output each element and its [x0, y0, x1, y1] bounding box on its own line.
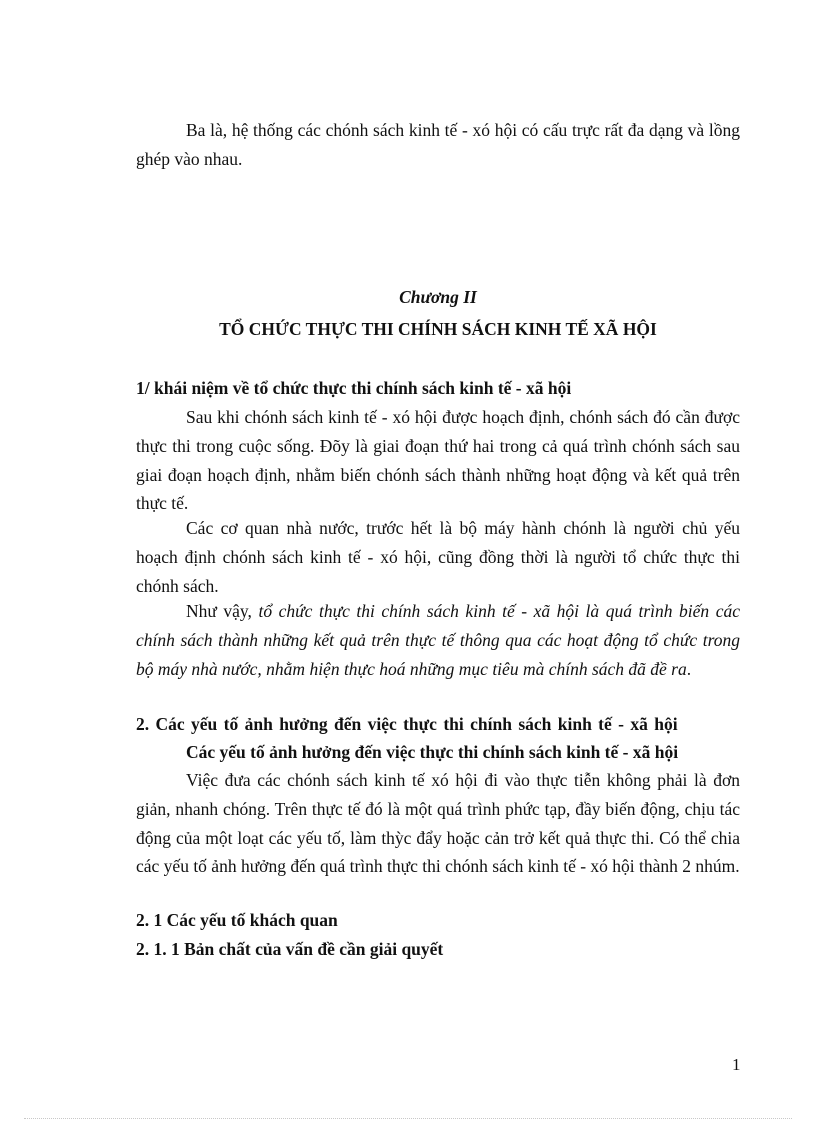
- heading-2-1: 2. 1 Các yếu tố khách quan: [136, 910, 338, 930]
- section2-subheading: Các yếu tố ảnh hưởng đến việc thực thi chính sách kinh tế - xã hội: [186, 742, 679, 762]
- page-bottom-divider: [24, 1118, 792, 1119]
- definition-end: .: [686, 658, 692, 679]
- section1-paragraph-2: Các cơ quan nhà nước, trước hết là bộ máy hành chónh là người chủ yếu hoạch định chónh sách kinh tế - xó hội, cũng đồng thời là người tổ chức thực thi chónh sách.: [136, 518, 740, 596]
- definition-italic: tổ chức thực thi chính sách kinh tế - xã hội là quá trình biến các chính sách thành những kết quả trên thực tế thông qua các hoạt động tổ chức trong bộ máy nhà nước, nhằm hiện thực hoá những mục tiêu mà chính sách đã đề ra: [136, 601, 740, 679]
- chapter-label: Chương II: [399, 287, 477, 307]
- chapter-title: TỔ CHỨC THỰC THI CHÍNH SÁCH KINH TẾ XÃ HỘI: [219, 319, 657, 339]
- section1-paragraph-3: [136, 597, 740, 683]
- section2-paragraph-1: Việc đưa các chónh sách kinh tế xó hội đi vào thực tiễn không phải là đơn giản, nhanh chóng. Trên thực tế đó là một quá trình phức tạp, đầy biến động, chịu tác động của một loạt các yếu tố, làm thỳc đẩy hoặc cản trở kết quả thực thi. Có thể chia các yếu tố ảnh hưởng đến quá trình thực thi chónh sách kinh tế - xó hội thành 2 nhúm.: [136, 770, 740, 877]
- intro-paragraph: Ba là, hệ thống các chónh sách kinh tế - xó hội có cấu trực rất đa dạng và lồng ghép vào nhau.: [136, 120, 740, 169]
- page-number: 1: [732, 1055, 741, 1074]
- definition-lead: Như vậy,: [186, 601, 259, 621]
- section2-heading: 2. Các yếu tố ảnh hưởng đến việc thực thi chính sách kinh tế - xã hội: [136, 714, 678, 734]
- heading-2-1-1: 2. 1. 1 Bản chất của vấn đề cần giải quyết: [136, 939, 444, 959]
- section1-heading: 1/ khái niệm về tổ chức thực thi chính sách kinh tế - xã hội: [136, 378, 572, 398]
- section1-paragraph-1: Sau khi chónh sách kinh tế - xó hội được hoạch định, chónh sách đó cần được thực thi trong cuộc sống. Đõy là giai đoạn thứ hai trong cả quá trình chónh sách sau giai đoạn hoạch định, nhằm biến chónh sách thành những hoạt động và kết quả trên thực tế.: [136, 407, 740, 514]
